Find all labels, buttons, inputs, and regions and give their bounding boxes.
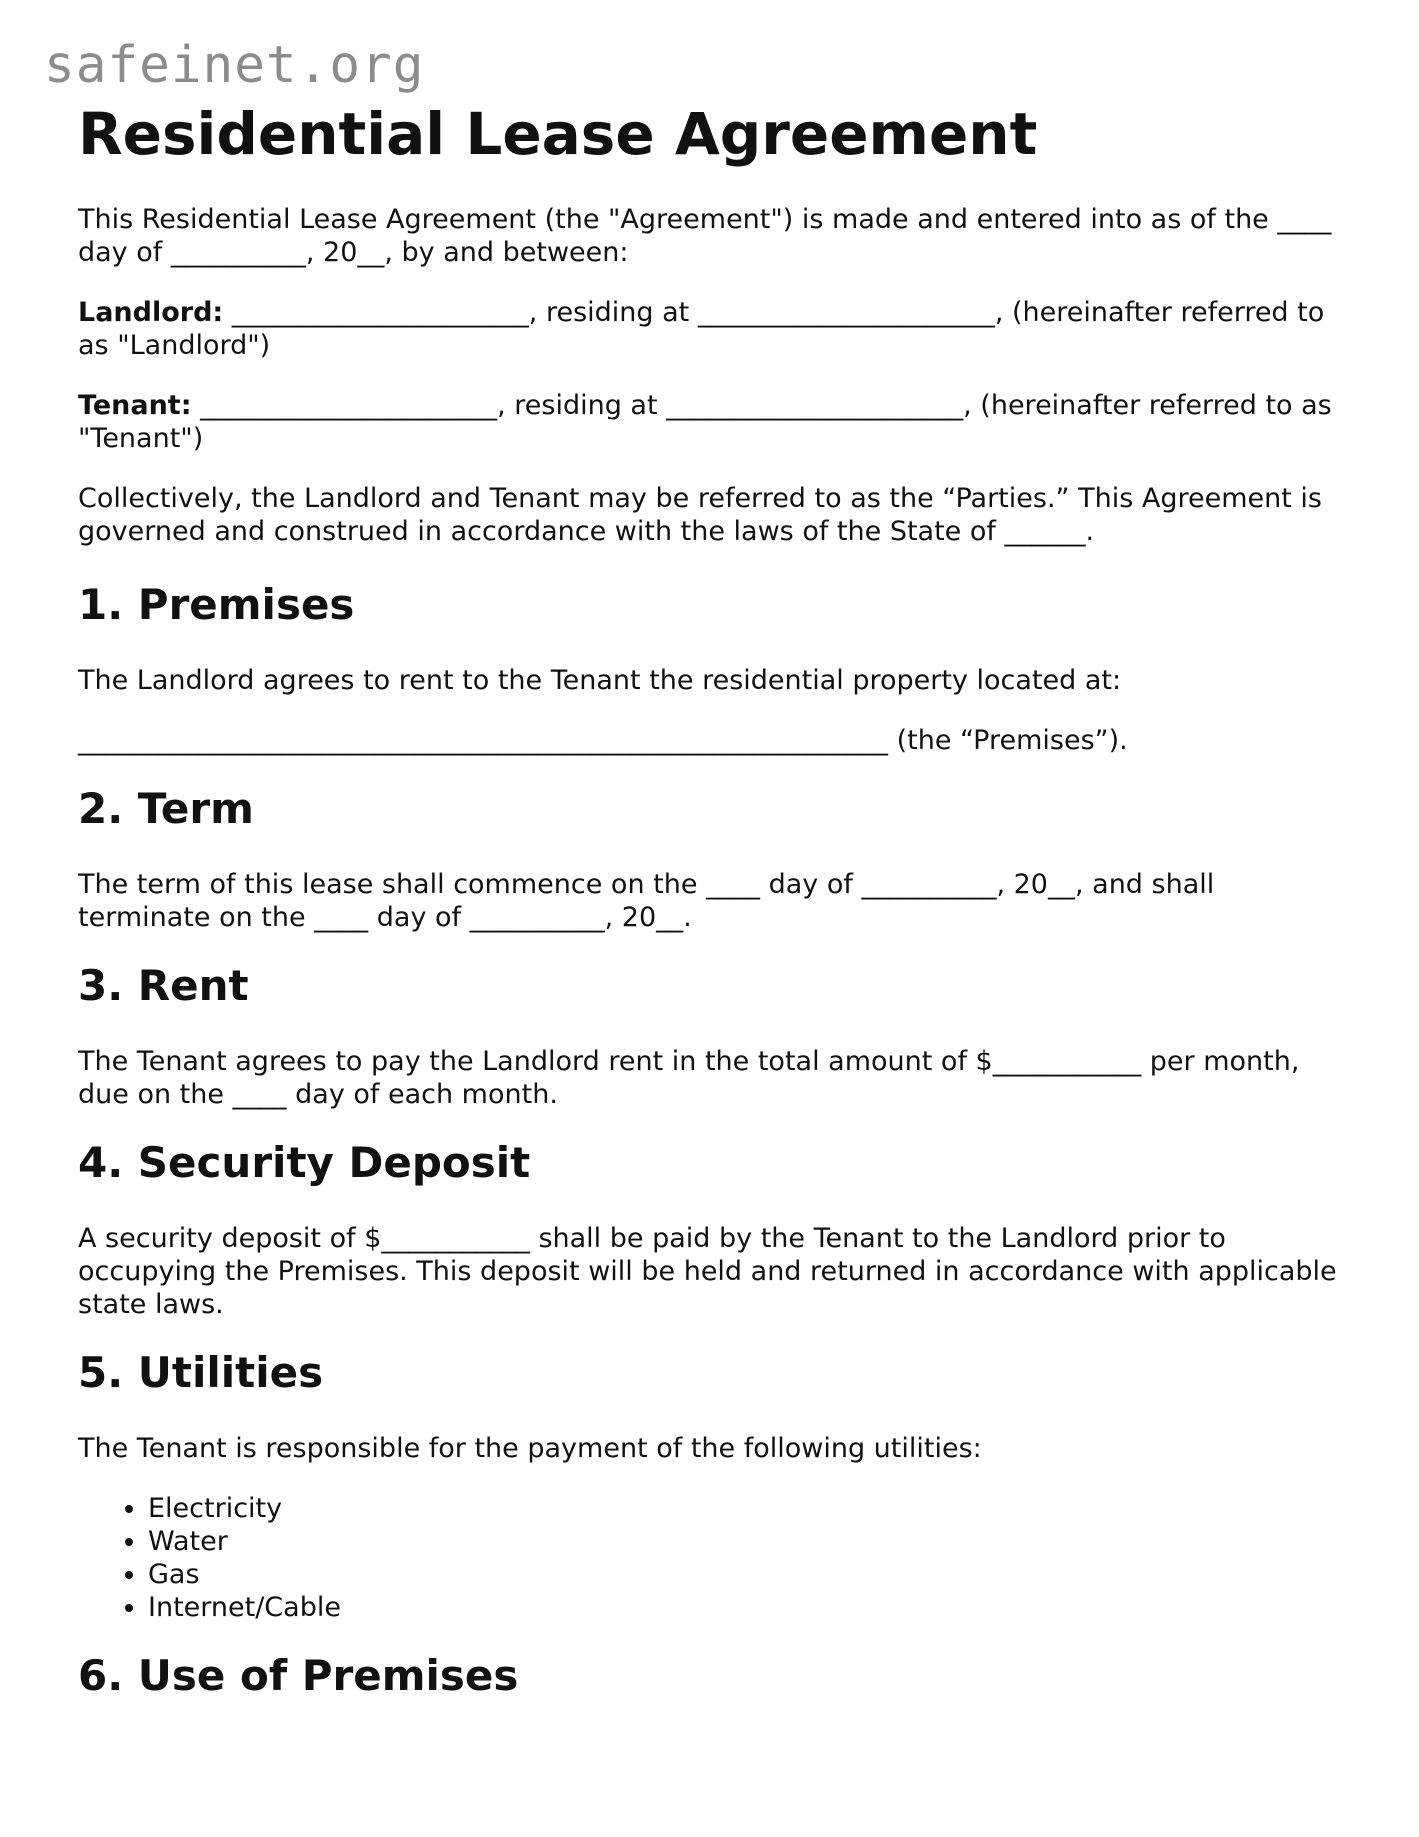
section-heading-use-of-premises: 6. Use of Premises [78,1651,519,1700]
security-deposit-paragraph: A security deposit of $___________ shall be paid by the Tenant to the Landlord prior to occupying the Premises. This deposit will be held and returned in accordance with applicable state laws. [78,1223,1337,1320]
landlord-text: ______________________, residing at ______________________, (hereinafter referred to as "Landlord") [78,297,1325,361]
premises-address-line: ____________________________________________________________ (the “Premises”). [78,725,1128,756]
watermark: safeinet.org [44,36,425,95]
document-title: Residential Lease Agreement [78,100,1038,168]
section-heading-security-deposit: 4. Security Deposit [78,1138,531,1187]
premises-paragraph: The Landlord agrees to rent to the Tenant the residential property located at: [78,665,1122,696]
term-paragraph: The term of this lease shall commence on the ____ day of __________, 20__, and shall terminate on the ____ day of __________, 20__. [78,869,1215,933]
list-item: • Gas [148,1558,1340,1591]
utilities-paragraph: The Tenant is responsible for the payment of the following utilities: [78,1433,982,1464]
tenant-label: Tenant: [78,390,192,421]
section-heading-rent: 3. Rent [78,961,249,1010]
tenant-paragraph [78,389,1340,455]
landlord-paragraph [78,296,1340,362]
list-item: • Internet/Cable [148,1591,1340,1624]
list-item: • Electricity [148,1492,1340,1525]
rent-paragraph: The Tenant agrees to pay the Landlord rent in the total amount of $___________ per month, due on the ____ day of each month. [78,1046,1300,1110]
utilities-list [78,1492,1340,1624]
section-heading-utilities: 5. Utilities [78,1348,324,1397]
document [78,98,1340,1701]
section-heading-premises: 1. Premises [78,580,355,629]
landlord-label: Landlord: [78,297,224,328]
parties-paragraph: Collectively, the Landlord and Tenant may be referred to as the “Parties.” This Agreement is governed and construed in accordance with the laws of the State of ______. [78,483,1322,547]
list-item: • Water [148,1525,1340,1558]
tenant-text: ______________________, residing at ______________________, (hereinafter referred to as "Tenant") [78,390,1332,454]
section-heading-term: 2. Term [78,784,254,833]
intro-paragraph: This Residential Lease Agreement (the "Agreement") is made and entered into as of the ____ day of __________, 20__, by and between: [78,204,1332,268]
